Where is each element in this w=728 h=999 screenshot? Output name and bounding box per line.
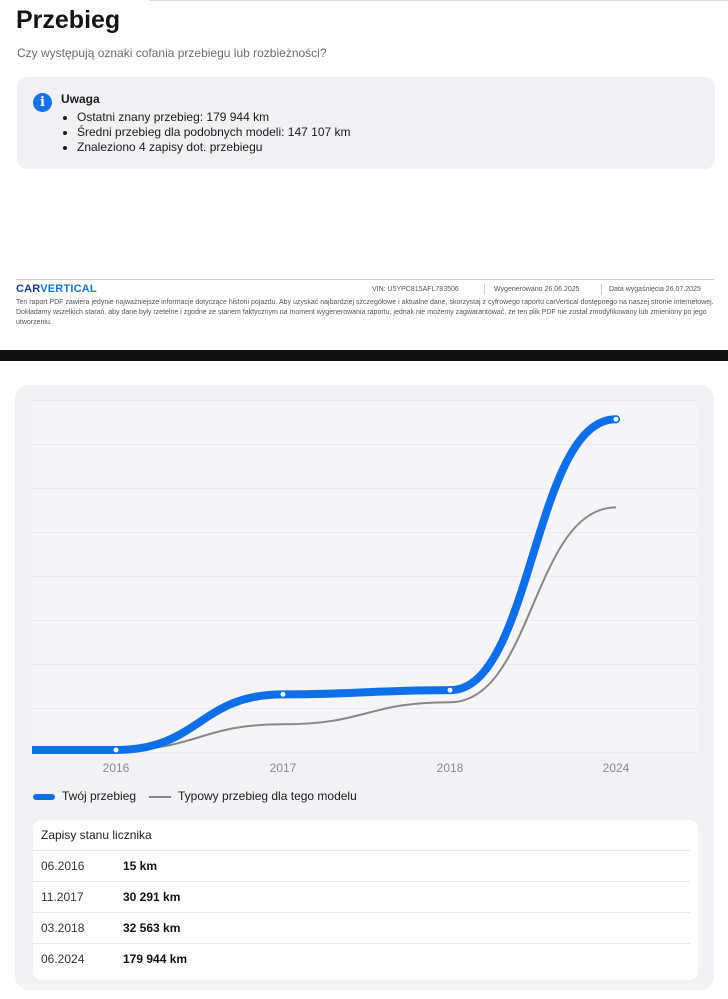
notice-item: • Średni przebieg dla podobnych modeli: 147 107 km [77,125,351,140]
data-point [280,691,286,697]
vin-label: VIN: U5YPC815AFL783506 [372,286,459,293]
disclaimer-text: Ten raport PDF zawiera jedynie najważniejsze informacje dotyczące historii pojazdu. Aby uzyskać najbardziej szczegółowe i aktualne dane, skorzystaj z cyfrowego raportu carVertical dostępnego na naszej stronie internetowej. Dokładamy wszelkich starań, aby dane były rzetelne i zgodne ze stanem faktycznym na moment wygenerowania raportu, jednak nie możemy zagwarantować, że ten plik PDF nie został zmodyfikowany lub zmieniony po jego utworzeniu. [16,299,714,326]
odometer-records-table [33,820,698,980]
page-separator [0,350,728,361]
meta-divider [484,284,485,295]
legend-label: Twój przebieg [62,789,137,803]
x-tick-label: 2024 [602,761,630,775]
expiry-date: Data wygaśnięcia 26.07.2025 [609,286,701,293]
table-row [33,881,690,912]
record-value: 30 291 km [123,890,181,904]
table-row [33,943,690,974]
notice-item: • Znaleziono 4 zapisy dot. przebiegu [77,140,351,155]
generated-date: Wygenerowano 26.06.2025 [494,286,580,293]
table-row [33,850,690,881]
info-icon: i [33,93,52,112]
meta-divider [601,284,602,295]
table-row [33,912,690,943]
footer-divider [16,279,714,280]
data-point [447,687,453,693]
record-date: 11.2017 [41,890,84,904]
record-date: 06.2024 [41,952,85,966]
record-date: 03.2018 [41,921,85,935]
carvertical-logo: CARVERTICAL [16,283,97,295]
page-subtitle: Czy występują oznaki cofania przebiegu lub rozbieżności? [17,46,327,60]
record-date: 06.2016 [41,859,85,873]
mileage-notice [17,77,715,169]
page-title: Przebieg [16,6,121,34]
legend-swatch-thick [33,794,55,800]
notice-list [61,110,351,155]
chart-svg [32,400,698,780]
legend-label: Typowy przebieg dla tego modelu [178,789,357,803]
legend-swatch-thin [149,796,171,798]
data-point [613,416,619,422]
x-tick-label: 2016 [102,761,130,775]
record-value: 15 km [123,859,158,873]
top-divider [150,0,728,1]
x-tick-label: 2018 [436,761,464,775]
data-point [113,747,119,753]
notice-item: • Ostatni znany przebieg: 179 944 km [77,110,351,125]
x-tick-label: 2017 [269,761,297,775]
record-value: 32 563 km [123,921,181,935]
record-value: 179 944 km [123,952,188,966]
notice-title: Uwaga [61,92,100,106]
report-page [0,0,728,350]
mileage-chart [32,400,698,775]
records-title: Zapisy stanu licznika [41,828,152,842]
